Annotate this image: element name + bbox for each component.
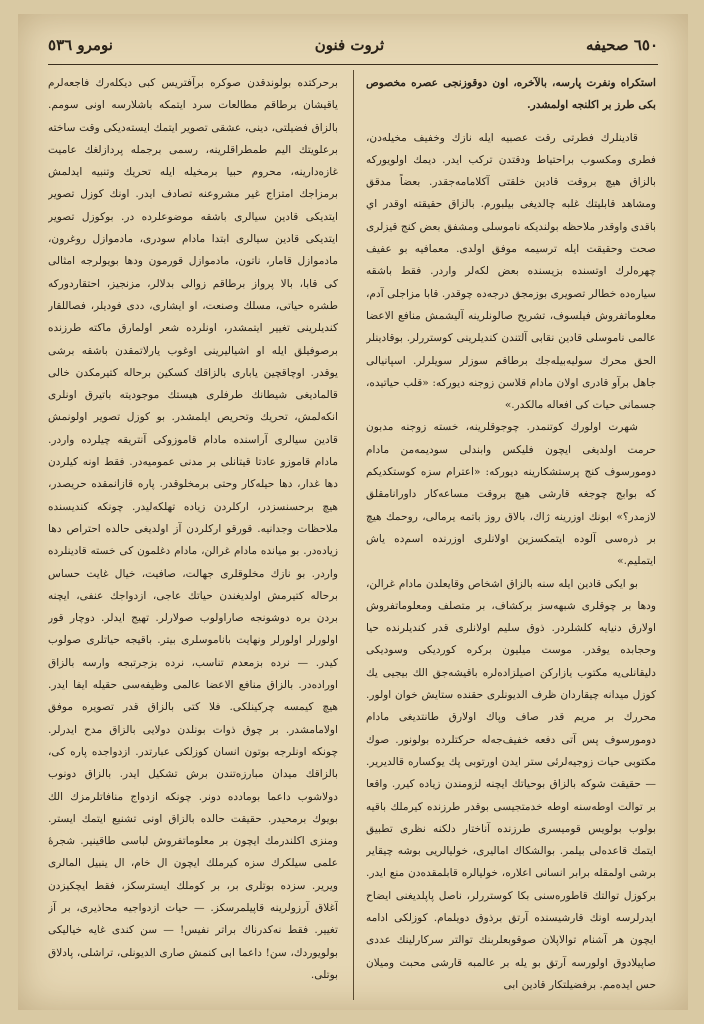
left-column [48, 72, 338, 997]
paragraph: بو ايكی قادين ايله سنه بالزاق اشخاص وقايعلدن مادام غرالن، ودها بر چوقلری شبهه‌سز بركشاف، بر متصلف ومعلوماتفروش اولارق دنيايه كلشلردر. ذوق سليم اولانلری قدر كنديلرنده حيا وحجابده يوقدر. موست ميليون بركره كورديكی وسوديكی دليقانلی‌يه مكتوب يازاركن اصيلزاده‌لره باقيشه‌جق الك بيجيی يك كوزل ميدانه چيقاردان ظرف الديونلری حقنده ستايش خوان اولور. محررك بر مريم قدر صاف وپاك اولارق طانتديغی مادام دومورسوف پس آتی دفعه خفيف‌جه‌له حركتلرده بولونور. صوك مكتوبی حيات زوجيه‌لرئی ستر ايدن اورتوبی پك يوكساره قالديرير. — حقيقت شوكه بالزاق بوحياتك ايچنه لزومندن زياده كيرر. واقعا بر توالت اوطه‌سنه اوطه خدمتجيسی بوقدر طرزنده كيرملك باقيه بولوب بولويس قوميسری طرزنده آناختار دلكنه نظری تطبيق ايتمك قاعده‌لی بيلمر. بوالشكاك اماليری، خوليالريی بوشه چيقاير برشی اولمقله برابر انسانی اعلاره، خوليالره قابلمقده‌دن منع ايدر. بركوزل توالتك قاطوره‌سنی بكا كوستررلر، ناصل پاپلديغنی ايضاح ايدرلرسه اونك قارشيسنده آرتق برذوق دويلمام. كوزلكی ادامه ايچون هر آشنام توالاپلان صوقوبعلربنك توالتر سركارلينك عددی صاپيلادوق اولورسه آرتق بو يله بر عالمبه قارشی محبت وميلان حس ايده‌مم. برفضيلتكار قادين ابی [366, 577, 656, 991]
lead-paragraph: استكراه ونفرت پارسه، بالآخره، اون دوقوزنجی عصره مخصوص بكی طرز بر اكلنجه اولمشدر. [366, 77, 656, 112]
paragraph: قادينلرك فطرتی رقت عصبيه ايله نازك وخفيف مخيله‌دن، فطری ومكسوب براحتياط ودقتدن تركب ايدر. ديمك اولويوركه بالزاق هيچ بروقت قادين خلقتی آكلامامه‌جقدر. بعضاً مدقق ومشاهد قابليتك غلبه چالديغی بيلبورم. بالزاق حقيقته اوقدر اي باقدی واوقدر ملاحظه بولندیكه ناموسلی ومشفق بعض كنج قيزلری صحت وحقيقت ايله ترسيمه موفق اولدی. معمافيه بو عفيف چهره‌لرك اوتسنده بزيسنده بعض لكه‌لر واردر. فقط باشقه سياره‌ده خطالر تصويری بوزمجق درجه‌ده چوقدر. قابا مزاجلی آدم، معلوماتفروش فيلسوف، تشريح صالونلرينه آليشمش منافع الاعضا عالمی ناموسلی قادين نقابی آلتندن كنديلرينی كوستررلر. بوقادينلر الحق محرك سوليه‌بيله‌جك برطاقم سوزلر سويلرلر. اسپانيالی جاهل برآو قادری اولان مادام قلاسن زوجنه ديوركه: «قلب حياتيده، جسمانی حيات كی افعاله مالكدر.» [366, 131, 656, 412]
page-number-right: ٦٥٠ صحيفه [586, 36, 658, 54]
right-column [366, 72, 656, 997]
issue-number: نومرو ٥٣٦ [48, 36, 113, 54]
journal-title: ثروت فنون [314, 36, 385, 54]
journal-page [18, 14, 688, 1010]
header-rule [48, 64, 658, 65]
page-header [48, 30, 658, 60]
paragraph: برحركتده بولوندقدن صوكره برآفتريس كبی ديكله‌رك فاجعه‌لرم ياقيشان برطاقم مطالعات سرد ايتمكه باشلارسه اونی سومم. بالزاق فضيلتی، دينی، عشقی تصوير ايتمك ايسته‌ديكی وقت ساخته برعلويتك الیم طمطراقلرينه، رسمی برجمله پردازلغك عاميت غازه‌دارينه، محروم حبيا برمخيله ايله تحريك وتنبيه ايدلمش برمزاجك امتزاج غير مشروعنه تصادف ايدر. اونك كوزل تصوير ايتديكی قادين سيالری باشقه موضوعلرده در. بوكوزل تصوير ايتديكی قادين سيالری ابتدا مادام سودری، مادموازل روغرون، مادموازل قامار، ناتون، مادموازل قورمون ودها بويولرجه امثالی كی قابا، بالا پرواز برطاقم زوالی بدلالر، مزنجيز، احتقاردوركه طشره حياتی، مسلك وصنعت، او ايشاری، ددی فوديلر، فصاللقار كنديلرينی تغيير ايتمشدر، اونلرده شعر اولمارق ماكته طرزنده برصوفيلق ايله او اشياليرينی اوغوب يارلاتمقدن باشقه برشی يوقدر. اوچاقچين ياباری بالزاقك كسكين برحاله كتيرمكدن خالی قالمادیغی شيطانك طرفلری هيستك موجوديته باتيرق اونلری انكه‌لمش، تحريك وتحريص ايلمشدر. بو كوزل تصوير اولونمش قادين سيالری آراسنده مادام قاموزوكی آنتریقه چيلرده واردر. مادام قاموزو عادتا قيتانلی بر مدنی عموميه‌در. فقط اونه كيلردن دها غدار، دها حيله‌كار وحتی برمخلوقدر. پاره قازانمقده حريصدر، هيچ برحسنسزدر، اركلردن زياده تهلكه‌ليدر. چونكه كنديسنده ملاحظات وجدانيه. قورقو اركلردن آز اولدیغی حالده احتراص دها زياده‌در. بو ميانده مادام غرالن، مادام دغلمون كی خسته قادينلرده واردر. بو نازك مخلوقلری جهالت، صافيت، خيال غايت حساس برحاله كتيرمش اولديغندن حياتك عاجی، ازدواجك عنفی، ايچنه بردن بره دوشونجه صاراولوب صولارلر. تهيج ايدلر. دوچار قور اولورلر اولورلر ونهايت باناموسلری بيتر. باقيجه حياتلری صولوب كيدر. — نرده بزمعدم تناسب، نرده بزجرتبجه وارسه بالزاق اوراده‌در. بالزاق منافع الاعضا عالمی وظيفه‌سی حقيله ايفا ايدر. هيچ كيمسه چركينلكی. فلا كتی بالزاق قدر تصويره موفق اولامامشدر. بر چوق ذوات بونلدن دولايی بالزاق مدح ايدرلر. چونكه اونلرجه بوتون انسان كوزلكی عبارتدر. ازدواجده پاره كی، بالزاقك ميدان مبارزه‌تندن برش تشكيل ايدر. بالزاق دونوب دولاشوب داعما بومادده دونر. چونكه ازدواج منافاتلرمزك الك بويوك برمحيدر. حقيقت حالده بالزاق اونی تشنيع ايتمك ايستر. ومنزی اكلندرمك ايچون بر معلوماتفروش لباسی طاقينير. شجرهٔ علمی سيلكرك سزه كيرملك ايچون ال خام، ال ينبيل المالری ويرير. سزده بوتلری بر، بر كوملك ايسترسكز، فقط ايچكيزدن آغلاق آرزولرينه قاپيلمرسكز. — حيات ازدواجيه محاذيری، بر آز تغيير. فقط نه‌كدرناك براتر نفيس! — سن كندی غايه خياليكی بولويوردك، سن! داعما ابی كنمش صاری الديونلی، تراشلی، پادلاق بوتلی. [48, 77, 338, 981]
column-divider [353, 70, 354, 1000]
paragraph: شهرت اولورك كوتنمدر. چوجوقلرينه، خسته زوجنه مدبون حرمت اولدیغی ايچون فليكس وابندلی سوديمه‌من مادام دومورسوف كنج پرستشكارينه ديوركه: «اعترام سزه كوستكديكم كه بوابج چوجغه قارشی هيچ بروقت مساعه‌كار داورانامقلق لازمدر؟» ابونك اوزرينه ژاك، بالاق روز باتمه يرمالی، روحمك هيچ بر ذره‌سی آلوده ايتمكسزين اولانلری اوزرنده اسم‌ده ياش ايتمليم.» [366, 421, 656, 568]
